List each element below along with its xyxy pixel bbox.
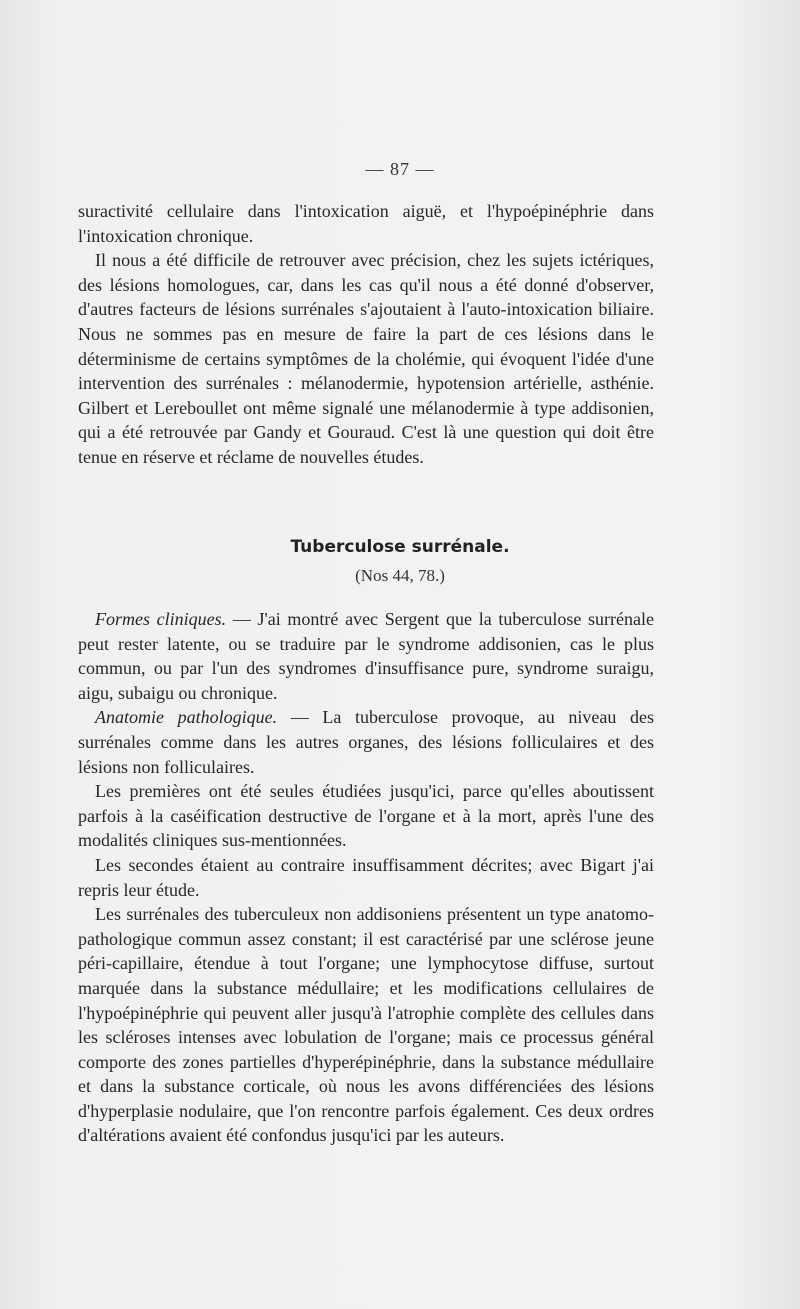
anatomie-label: Anatomie pathologique. — [95, 707, 278, 728]
surrenales-paragraph: Les surrénales des tuberculeux non addisoniens présentent un type anatomo-pathologique commun assez constant; il est caractérisé par une sclérose jeune péri-capillaire, étendue à tout l'organe; une lymphocytose diffuse, surtout marquée dans la substance médullaire; et les modifications cellulaires de l'hypoépinéphrie qui peuvent aller jusqu'à l'atrophie complète des cellules dans les scléroses intenses avec lobulation de l'organe; mais ce processus général comporte des zones partielles d'hyperépinéphrie, dans la substance médullaire et dans la substance corticale, où nous les avons différenciées des lésions d'hyperplasie nodulaire, que l'on rencontre parfois également. Ces deux ordres d'altérations avaient été confondus jusqu'ici par les auteurs. — [78, 904, 654, 1146]
section-heading: Tuberculose surrénale. — [290, 537, 510, 557]
formes-label: Formes cliniques. — [95, 609, 227, 629]
page-number: — 87 — — [365, 159, 435, 179]
anatomie-paragraph — [78, 705, 654, 779]
icteric-paragraph: Il nous a été difficile de retrouver avec précision, chez les sujets ictériques, des lésions homologues, car, dans les cas qu'il nous a été donné d'observer, d'autres facteurs de lésions surrénales s'ajoutaient à l'auto-intoxication biliaire. Nous ne sommes pas en mesure de faire la part de ces lésions dans le déterminisme de certains symptômes de la cholémie, qui évoquent l'idée d'une intervention des surrénales : mélanodermie, hypotension artérielle, asthénie. Gilbert et Lereboullet ont même signalé une mélanodermie à type addisonien, qui a été retrouvée par Gandy et Gouraud. C'est là une question qui doit être tenue en réserve et réclame de nouvelles études. — [78, 250, 654, 467]
formes-text: — J'ai montré avec Sergent que la tuberculose surrénale peut rester latente, ou se traduire par le syndrome addisonien, cas le plus commun, ou par l'un des syndromes d'insuffisance pure, syndrome suraigu, aigu, subaigu ou chronique. — [78, 609, 654, 703]
premieres-paragraph: Les premières ont été seules étudiées jusqu'ici, parce qu'elles aboutissent parfois à la caséification destructive de l'organe et à la mort, après l'une des modalités cliniques sus-mentionnées. — [78, 781, 654, 851]
intro-text — [78, 199, 654, 470]
section-references: (Nos 44, 78.) — [355, 566, 445, 585]
body-text — [78, 607, 654, 1148]
secondes-paragraph: Les secondes étaient au contraire insuffisamment décrites; avec Bigart j'ai repris leur étude. — [78, 854, 654, 900]
anatomie-text: — La tuberculose provoque, au niveau des surrénales comme dans les autres organes, des lésions folliculaires et des lésions non folliculaires. — [78, 707, 654, 777]
continuation-paragraph: suractivité cellulaire dans l'intoxication aiguë, et l'hypoépinéphrie dans l'intoxication chronique. — [78, 201, 654, 246]
formes-paragraph — [78, 607, 654, 705]
